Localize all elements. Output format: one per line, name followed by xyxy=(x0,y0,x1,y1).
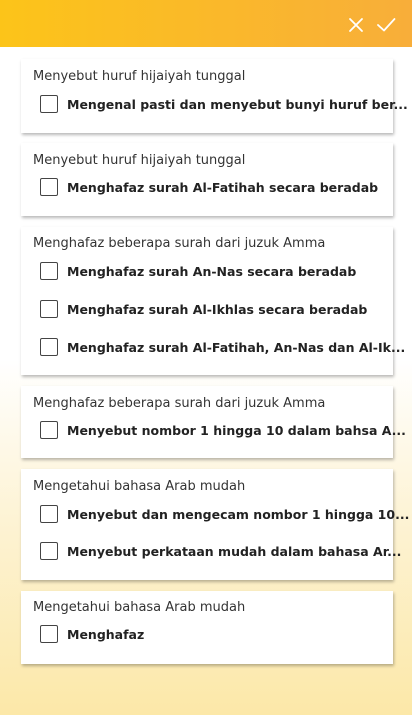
checkbox[interactable] xyxy=(40,505,58,523)
card-title: Mengetahui bahasa Arab mudah xyxy=(33,479,246,494)
checkbox[interactable] xyxy=(40,338,58,356)
card-title: Menyebut huruf hijaiyah tunggal xyxy=(33,69,246,84)
item-label: Menghafaz surah Al-Fatihah secara beradab xyxy=(67,179,379,195)
checklist-item[interactable] xyxy=(40,260,385,282)
objective-card xyxy=(21,591,393,664)
card-title: Menghafaz beberapa surah dari juzuk Amma xyxy=(33,236,326,251)
item-label: Mengenal pasti dan menyebut bunyi huruf ber... xyxy=(67,96,408,112)
objective-card xyxy=(21,386,406,458)
objective-card xyxy=(21,59,408,133)
card-title: Menyebut huruf hijaiyah tunggal xyxy=(33,153,246,168)
objective-card xyxy=(21,227,406,375)
objective-card xyxy=(21,469,410,580)
checkbox[interactable] xyxy=(40,625,58,643)
close-icon xyxy=(346,15,366,35)
checklist-item[interactable] xyxy=(40,298,385,320)
top-bar xyxy=(0,0,412,47)
check-icon xyxy=(376,15,396,35)
close-button[interactable] xyxy=(346,15,366,35)
checkbox[interactable] xyxy=(40,95,58,113)
item-label: Menghafaz surah An-Nas secara beradab xyxy=(67,263,357,279)
checklist-item[interactable] xyxy=(40,176,385,198)
item-label: Menyebut nombor 1 hingga 10 dalam bahsa A... xyxy=(67,422,406,438)
checklist-item[interactable] xyxy=(40,336,406,358)
checklist-item[interactable] xyxy=(40,540,402,562)
card-title: Mengetahui bahasa Arab mudah xyxy=(33,600,246,615)
objective-card xyxy=(21,143,393,216)
card-title: Menghafaz beberapa surah dari juzuk Amma xyxy=(33,396,326,411)
confirm-button[interactable] xyxy=(376,15,396,35)
checklist-item[interactable] xyxy=(40,503,410,525)
item-label: Menyebut dan mengecam nombor 1 hingga 10... xyxy=(67,506,410,522)
checkbox[interactable] xyxy=(40,542,58,560)
checkbox[interactable] xyxy=(40,178,58,196)
item-label: Menghafaz surah Al-Fatihah, An-Nas dan Al-Ik... xyxy=(67,339,406,355)
item-label: Menghafaz xyxy=(67,626,145,642)
item-label: Menyebut perkataan mudah dalam bahasa Ar... xyxy=(67,543,402,559)
checkbox[interactable] xyxy=(40,262,58,280)
checklist-item[interactable] xyxy=(40,93,408,115)
checkbox[interactable] xyxy=(40,421,58,439)
checklist-item[interactable] xyxy=(40,623,385,645)
checkbox[interactable] xyxy=(40,300,58,318)
item-label: Menghafaz surah Al-Ikhlas secara beradab xyxy=(67,301,368,317)
checklist-item[interactable] xyxy=(40,419,406,441)
